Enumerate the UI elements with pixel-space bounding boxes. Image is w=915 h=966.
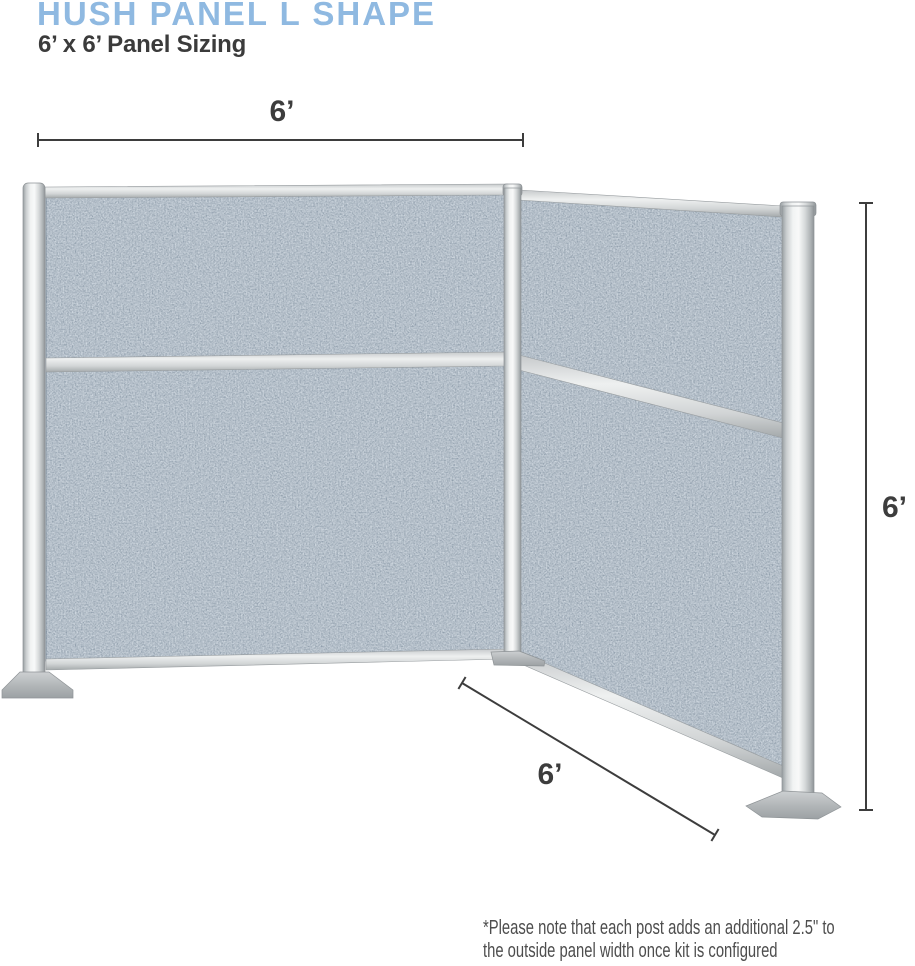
right-panel-fabric <box>519 198 783 768</box>
corner-post <box>504 188 521 659</box>
left-foot-plate <box>2 672 73 698</box>
footnote-line-1: *Please note that each post adds an additional 2.5" to <box>483 917 835 939</box>
right-post <box>782 206 814 804</box>
footnote-line-2: the outside panel width once kit is configured <box>483 940 778 962</box>
dimension-label-right-height: 6’ <box>882 491 908 524</box>
left-panel-fabric <box>46 193 507 661</box>
dimension-line-top-width <box>38 133 523 147</box>
page-subtitle: 6’ x 6’ Panel Sizing <box>38 31 247 58</box>
dimension-line-right-height <box>859 203 873 810</box>
fabric-surfaces <box>46 193 783 768</box>
dimension-label-bottom-depth: 6’ <box>537 758 563 791</box>
left-post <box>23 183 45 677</box>
page-title: HUSH PANEL L SHAPE <box>37 0 437 32</box>
footnote <box>483 917 835 963</box>
right-foot-plate <box>746 791 841 819</box>
dimension-label-top-width: 6’ <box>269 95 295 128</box>
